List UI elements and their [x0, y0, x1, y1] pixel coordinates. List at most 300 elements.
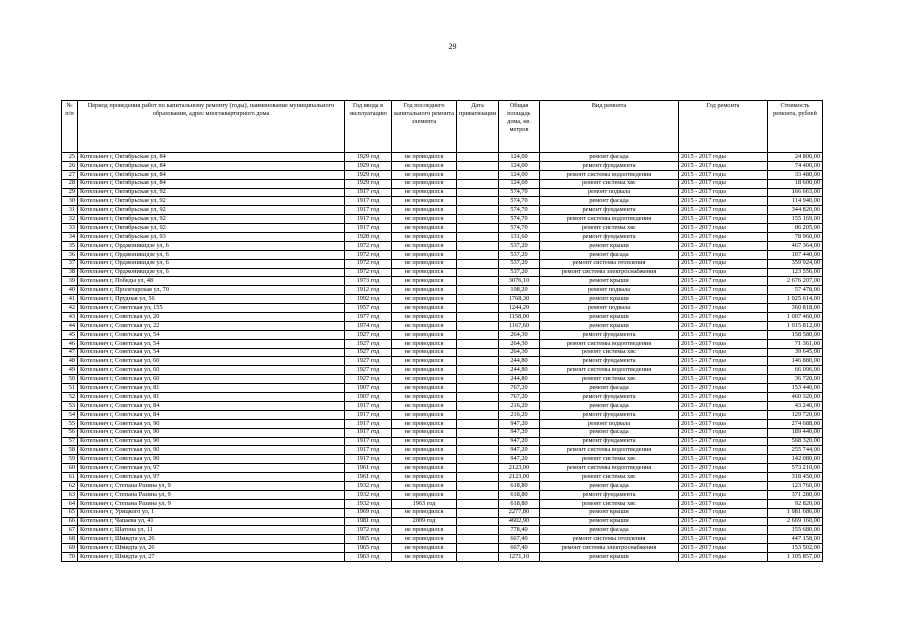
row-area: 537,20 — [499, 250, 540, 259]
row-repair-period: 2015 - 2017 годы — [679, 508, 768, 517]
row-number: 34 — [62, 233, 78, 242]
row-cost: 447 158,00 — [768, 535, 823, 544]
row-last-repair: не проводился — [392, 153, 457, 162]
row-area: 2277,80 — [499, 508, 540, 517]
row-area: 216,20 — [499, 401, 540, 410]
row-address: Котельнич г, Советская ул, 97 — [78, 464, 345, 473]
row-cost: 43 240,00 — [768, 401, 823, 410]
row-privatization — [457, 544, 499, 553]
table-row — [62, 490, 823, 499]
header-cost: Стоимость ремонта, рублей — [768, 101, 823, 153]
row-commission-year: 1917 год — [345, 197, 392, 206]
row-repair-kind: ремонт системы электроснабжения — [540, 268, 679, 277]
table-row — [62, 321, 823, 330]
row-cost: 158 580,00 — [768, 330, 823, 339]
row-area: 124,00 — [499, 161, 540, 170]
row-address: Котельнич г, Советская ул, 90 — [78, 419, 345, 428]
row-number: 53 — [62, 401, 78, 410]
row-address: Котельнич г, Шмидта ул, 26 — [78, 535, 345, 544]
row-repair-kind: ремонт фасада — [540, 428, 679, 437]
row-address: Котельнич г, Советская ул, 54 — [78, 348, 345, 357]
row-privatization — [457, 348, 499, 357]
row-repair-kind: ремонт системы водоотведения — [540, 339, 679, 348]
row-address: Котельнич г, Октябрьская ул, 92 — [78, 188, 345, 197]
row-cost: 359 924,00 — [768, 259, 823, 268]
table-row — [62, 375, 823, 384]
row-area: 767,20 — [499, 393, 540, 402]
row-commission-year: 1972 год — [345, 268, 392, 277]
row-last-repair: не проводился — [392, 286, 457, 295]
row-commission-year: 1917 год — [345, 206, 392, 215]
row-repair-kind: ремонт системы хвс — [540, 473, 679, 482]
row-privatization — [457, 188, 499, 197]
table-row — [62, 544, 823, 553]
row-number: 59 — [62, 455, 78, 464]
row-address: Котельнич г, Шмидта ул, 26 — [78, 544, 345, 553]
row-repair-period: 2015 - 2017 годы — [679, 197, 768, 206]
row-address: Котельнич г, Степана Разина ул, 9 — [78, 490, 345, 499]
row-last-repair: не проводился — [392, 428, 457, 437]
row-repair-kind: ремонт подвала — [540, 419, 679, 428]
row-cost: 573 210,00 — [768, 464, 823, 473]
row-area: 618,80 — [499, 499, 540, 508]
row-area: 947,20 — [499, 428, 540, 437]
row-area: 947,20 — [499, 419, 540, 428]
table-row — [62, 553, 823, 562]
row-cost: 274 688,00 — [768, 419, 823, 428]
row-area: 618,80 — [499, 490, 540, 499]
row-repair-kind: ремонт фасада — [540, 250, 679, 259]
row-repair-period: 2015 - 2017 годы — [679, 268, 768, 277]
row-area: 618,80 — [499, 481, 540, 490]
row-last-repair: не проводился — [392, 233, 457, 242]
row-repair-period: 2015 - 2017 годы — [679, 170, 768, 179]
row-number: 29 — [62, 188, 78, 197]
row-repair-period: 2015 - 2017 годы — [679, 446, 768, 455]
row-address: Котельнич г, Советская ул, 97 — [78, 473, 345, 482]
table-row — [62, 410, 823, 419]
row-repair-kind: ремонт фундамента — [540, 357, 679, 366]
row-number: 28 — [62, 179, 78, 188]
row-commission-year: 1929 год — [345, 161, 392, 170]
row-last-repair: не проводился — [392, 419, 457, 428]
row-cost: 86 205,00 — [768, 224, 823, 233]
row-last-repair: не проводился — [392, 330, 457, 339]
row-repair-kind: ремонт системы электроснабжения — [540, 544, 679, 553]
row-number: 30 — [62, 197, 78, 206]
row-repair-period: 2015 - 2017 годы — [679, 464, 768, 473]
row-number: 25 — [62, 153, 78, 162]
row-cost: 92 820,00 — [768, 499, 823, 508]
header-privatization: Дата приватизации — [457, 101, 499, 153]
table-row — [62, 473, 823, 482]
row-repair-kind: ремонт системы хвс — [540, 348, 679, 357]
row-privatization — [457, 366, 499, 375]
row-last-repair: не проводился — [392, 401, 457, 410]
row-repair-period: 2015 - 2017 годы — [679, 304, 768, 313]
row-number: 68 — [62, 535, 78, 544]
row-last-repair: не проводился — [392, 197, 457, 206]
row-last-repair: не проводился — [392, 295, 457, 304]
row-commission-year: 1917 год — [345, 428, 392, 437]
row-area: 264,30 — [499, 348, 540, 357]
table-row — [62, 197, 823, 206]
row-privatization — [457, 401, 499, 410]
row-address: Котельнич г, Чапаева ул, 41 — [78, 517, 345, 526]
header-row — [62, 101, 823, 153]
row-cost: 467 364,00 — [768, 241, 823, 250]
row-privatization — [457, 339, 499, 348]
row-repair-period: 2015 - 2017 годы — [679, 188, 768, 197]
row-cost: 123 760,00 — [768, 481, 823, 490]
row-cost: 1 105 857,00 — [768, 553, 823, 562]
row-cost: 74 400,00 — [768, 161, 823, 170]
row-cost: 33 480,00 — [768, 170, 823, 179]
table-row — [62, 357, 823, 366]
row-repair-kind: ремонт крыши — [540, 295, 679, 304]
row-repair-kind: ремонт фасада — [540, 153, 679, 162]
row-privatization — [457, 233, 499, 242]
row-cost: 129 720,00 — [768, 410, 823, 419]
row-cost: 153 440,00 — [768, 384, 823, 393]
row-repair-period: 2015 - 2017 годы — [679, 544, 768, 553]
row-repair-period: 2015 - 2017 годы — [679, 384, 768, 393]
row-area: 667,40 — [499, 544, 540, 553]
row-number: 41 — [62, 295, 78, 304]
table-row — [62, 233, 823, 242]
row-address: Котельнич г, Орджоникидзе ул, 6 — [78, 268, 345, 277]
row-area: 574,70 — [499, 224, 540, 233]
row-last-repair: не проводился — [392, 384, 457, 393]
row-repair-kind: ремонт крыши — [540, 517, 679, 526]
table-row — [62, 170, 823, 179]
table-row — [62, 153, 823, 162]
row-commission-year: 1917 год — [345, 455, 392, 464]
row-cost: 142 080,00 — [768, 455, 823, 464]
row-last-repair: не проводился — [392, 224, 457, 233]
table-row — [62, 179, 823, 188]
row-last-repair: не проводился — [392, 321, 457, 330]
row-address: Котельнич г, Советская ул, 84 — [78, 401, 345, 410]
row-privatization — [457, 330, 499, 339]
row-repair-kind: ремонт подвала — [540, 188, 679, 197]
row-repair-kind: ремонт системы водоотведения — [540, 170, 679, 179]
row-address: Котельнич г, Советская ул, 90 — [78, 428, 345, 437]
row-commission-year: 1929 год — [345, 170, 392, 179]
row-repair-period: 2015 - 2017 годы — [679, 419, 768, 428]
row-area: 1167,60 — [499, 321, 540, 330]
table-body — [62, 153, 823, 562]
row-number: 55 — [62, 419, 78, 428]
row-address: Котельнич г, Советская ул, 90 — [78, 446, 345, 455]
row-address: Котельнич г, Октябрьская ул, 84 — [78, 170, 345, 179]
row-repair-period: 2015 - 2017 годы — [679, 455, 768, 464]
row-last-repair: не проводился — [392, 473, 457, 482]
row-last-repair: не проводился — [392, 348, 457, 357]
row-area: 778,40 — [499, 526, 540, 535]
row-cost: 1 025 614,00 — [768, 295, 823, 304]
row-number: 70 — [62, 553, 78, 562]
row-repair-period: 2015 - 2017 годы — [679, 357, 768, 366]
row-privatization — [457, 508, 499, 517]
row-commission-year: 1961 год — [345, 473, 392, 482]
row-number: 54 — [62, 410, 78, 419]
row-cost: 460 320,00 — [768, 393, 823, 402]
row-address: Котельнич г, Советская ул, 60 — [78, 366, 345, 375]
table-row — [62, 304, 823, 313]
row-number: 40 — [62, 286, 78, 295]
row-repair-kind: ремонт системы хвс — [540, 455, 679, 464]
row-last-repair: не проводился — [392, 535, 457, 544]
row-number: 45 — [62, 330, 78, 339]
table-row — [62, 348, 823, 357]
row-repair-period: 2015 - 2017 годы — [679, 179, 768, 188]
table-row — [62, 535, 823, 544]
row-commission-year: 1974 год — [345, 321, 392, 330]
row-commission-year: 1917 год — [345, 224, 392, 233]
row-address: Котельнич г, Советская ул, 60 — [78, 357, 345, 366]
row-number: 60 — [62, 464, 78, 473]
header-repair-period: Год ремонта — [679, 101, 768, 153]
row-address: Котельнич г, Шатона ул, 11 — [78, 526, 345, 535]
row-number: 61 — [62, 473, 78, 482]
row-address: Котельнич г, Советская ул, 20 — [78, 313, 345, 322]
row-area: 537,20 — [499, 268, 540, 277]
row-repair-period: 2015 - 2017 годы — [679, 153, 768, 162]
row-number: 48 — [62, 357, 78, 366]
row-commission-year: 1973 год — [345, 277, 392, 286]
row-repair-period: 2015 - 2017 годы — [679, 401, 768, 410]
row-address: Котельнич г, Орджоникидзе ул, 6 — [78, 259, 345, 268]
table-row — [62, 481, 823, 490]
row-last-repair: не проводился — [392, 490, 457, 499]
row-privatization — [457, 535, 499, 544]
row-area: 124,00 — [499, 153, 540, 162]
row-repair-kind: ремонт крыши — [540, 508, 679, 517]
row-area: 574,70 — [499, 206, 540, 215]
table-row — [62, 295, 823, 304]
row-number: 39 — [62, 277, 78, 286]
row-privatization — [457, 206, 499, 215]
row-repair-kind: ремонт системы водоотведения — [540, 446, 679, 455]
row-repair-kind: ремонт крыши — [540, 277, 679, 286]
row-repair-kind: ремонт фундамента — [540, 393, 679, 402]
row-address: Котельнич г, Шмидта ул, 27 — [78, 553, 345, 562]
row-repair-period: 2015 - 2017 годы — [679, 321, 768, 330]
row-area: 4602,90 — [499, 517, 540, 526]
row-area: 1158,00 — [499, 313, 540, 322]
row-last-repair: не проводился — [392, 366, 457, 375]
table-row — [62, 241, 823, 250]
row-privatization — [457, 179, 499, 188]
row-number: 52 — [62, 393, 78, 402]
row-repair-period: 2015 - 2017 годы — [679, 250, 768, 259]
row-area: 667,40 — [499, 535, 540, 544]
row-last-repair: не проводился — [392, 464, 457, 473]
row-address: Котельнич г, Советская ул, 22 — [78, 321, 345, 330]
row-repair-kind: ремонт системы водоотведения — [540, 215, 679, 224]
row-commission-year: 1965 год — [345, 535, 392, 544]
row-repair-kind: ремонт системы хвс — [540, 499, 679, 508]
row-cost: 24 800,00 — [768, 153, 823, 162]
row-number: 66 — [62, 517, 78, 526]
row-repair-period: 2015 - 2017 годы — [679, 286, 768, 295]
row-number: 32 — [62, 215, 78, 224]
row-number: 44 — [62, 321, 78, 330]
row-repair-kind: ремонт системы хвс — [540, 179, 679, 188]
row-commission-year: 1917 год — [345, 410, 392, 419]
row-cost: 360 818,00 — [768, 304, 823, 313]
table-row — [62, 401, 823, 410]
row-privatization — [457, 455, 499, 464]
row-area: 124,00 — [499, 170, 540, 179]
row-cost: 71 361,00 — [768, 339, 823, 348]
row-commission-year: 1917 год — [345, 215, 392, 224]
row-commission-year: 1972 год — [345, 526, 392, 535]
row-privatization — [457, 357, 499, 366]
row-address: Котельнич г, Степана Разина ул, 9 — [78, 499, 345, 508]
row-cost: 166 663,00 — [768, 188, 823, 197]
row-privatization — [457, 277, 499, 286]
row-privatization — [457, 393, 499, 402]
page-number: 29 — [448, 42, 457, 51]
row-area: 574,70 — [499, 197, 540, 206]
row-number: 42 — [62, 304, 78, 313]
row-number: 50 — [62, 375, 78, 384]
row-repair-kind: ремонт крыши — [540, 313, 679, 322]
row-repair-kind: ремонт системы хвс — [540, 224, 679, 233]
row-cost: 189 440,00 — [768, 428, 823, 437]
row-last-repair: не проводился — [392, 508, 457, 517]
row-commission-year: 1929 год — [345, 179, 392, 188]
row-repair-period: 2015 - 2017 годы — [679, 206, 768, 215]
table-row — [62, 313, 823, 322]
row-commission-year: 1972 год — [345, 250, 392, 259]
header-address: Период проведения работ по капитальному ремонту (годы), наименование муниципального образования, адрес многоквартирного дома — [78, 101, 345, 153]
row-number: 57 — [62, 437, 78, 446]
row-number: 49 — [62, 366, 78, 375]
row-address: Котельнич г, Орджоникидзе ул, 6 — [78, 250, 345, 259]
row-repair-kind: ремонт системы отопления — [540, 259, 679, 268]
row-repair-period: 2015 - 2017 годы — [679, 330, 768, 339]
row-last-repair: не проводился — [392, 268, 457, 277]
table-row — [62, 526, 823, 535]
row-address: Котельнич г, Советская ул, 60 — [78, 375, 345, 384]
row-area: 264,30 — [499, 339, 540, 348]
row-privatization — [457, 286, 499, 295]
row-commission-year: 1981 год — [345, 517, 392, 526]
row-last-repair: не проводился — [392, 446, 457, 455]
row-cost: 1 015 812,00 — [768, 321, 823, 330]
row-privatization — [457, 499, 499, 508]
row-cost: 344 820,00 — [768, 206, 823, 215]
row-last-repair: не проводился — [392, 313, 457, 322]
table-row — [62, 393, 823, 402]
row-repair-kind: ремонт фасада — [540, 481, 679, 490]
row-cost: 2 669 160,00 — [768, 517, 823, 526]
row-commission-year: 1927 год — [345, 348, 392, 357]
row-privatization — [457, 473, 499, 482]
header-commission-year: Год ввода в эксплуатацию — [345, 101, 392, 153]
row-last-repair: не проводился — [392, 393, 457, 402]
row-address: Котельнич г, Советская ул, 90 — [78, 437, 345, 446]
row-repair-period: 2015 - 2017 годы — [679, 241, 768, 250]
row-repair-kind: ремонт крыши — [540, 321, 679, 330]
row-number: 27 — [62, 170, 78, 179]
row-privatization — [457, 428, 499, 437]
row-privatization — [457, 490, 499, 499]
row-last-repair: не проводился — [392, 259, 457, 268]
row-repair-kind: ремонт фасада — [540, 384, 679, 393]
row-area: 124,00 — [499, 179, 540, 188]
row-repair-kind: ремонт фундамента — [540, 330, 679, 339]
row-commission-year: 1917 год — [345, 446, 392, 455]
row-commission-year: 1932 год — [345, 481, 392, 490]
row-commission-year: 1961 год — [345, 464, 392, 473]
row-cost: 1 981 686,00 — [768, 508, 823, 517]
row-last-repair: не проводился — [392, 304, 457, 313]
row-last-repair: не проводился — [392, 357, 457, 366]
row-repair-kind: ремонт системы водоотведения — [540, 464, 679, 473]
row-repair-period: 2015 - 2017 годы — [679, 553, 768, 562]
table-row — [62, 499, 823, 508]
row-last-repair: не проводился — [392, 553, 457, 562]
table-row — [62, 268, 823, 277]
row-cost: 153 502,00 — [768, 544, 823, 553]
row-repair-kind: ремонт фундамента — [540, 437, 679, 446]
row-area: 244,80 — [499, 357, 540, 366]
row-repair-kind: ремонт крыши — [540, 553, 679, 562]
row-privatization — [457, 313, 499, 322]
row-address: Котельнич г, Советская ул, 155 — [78, 304, 345, 313]
row-area: 244,80 — [499, 366, 540, 375]
row-privatization — [457, 321, 499, 330]
row-last-repair: не проводился — [392, 250, 457, 259]
table-row — [62, 455, 823, 464]
row-area: 537,20 — [499, 259, 540, 268]
repair-table — [61, 100, 823, 562]
row-commission-year: 1907 год — [345, 393, 392, 402]
row-repair-period: 2015 - 2017 годы — [679, 233, 768, 242]
header-last-repair: Год последнего капитального ремонта элемента — [392, 101, 457, 153]
row-number: 33 — [62, 224, 78, 233]
row-privatization — [457, 161, 499, 170]
row-number: 36 — [62, 250, 78, 259]
table-row — [62, 517, 823, 526]
row-repair-period: 2015 - 2017 годы — [679, 161, 768, 170]
row-address: Котельнич г, Октябрьская ул, 92 — [78, 197, 345, 206]
row-repair-period: 2015 - 2017 годы — [679, 348, 768, 357]
row-commission-year: 1929 год — [345, 153, 392, 162]
table-row — [62, 437, 823, 446]
row-commission-year: 1972 год — [345, 259, 392, 268]
row-number: 63 — [62, 490, 78, 499]
row-repair-kind: ремонт подвала — [540, 286, 679, 295]
row-repair-period: 2015 - 2017 годы — [679, 499, 768, 508]
row-commission-year: 1927 год — [345, 330, 392, 339]
row-cost: 1 007 460,00 — [768, 313, 823, 322]
row-area: 537,20 — [499, 241, 540, 250]
row-commission-year: 1972 год — [345, 241, 392, 250]
row-privatization — [457, 215, 499, 224]
row-commission-year: 1917 год — [345, 401, 392, 410]
row-privatization — [457, 410, 499, 419]
row-last-repair: не проводился — [392, 437, 457, 446]
row-number: 35 — [62, 241, 78, 250]
row-number: 62 — [62, 481, 78, 490]
row-commission-year: 1917 год — [345, 437, 392, 446]
row-area: 574,70 — [499, 215, 540, 224]
